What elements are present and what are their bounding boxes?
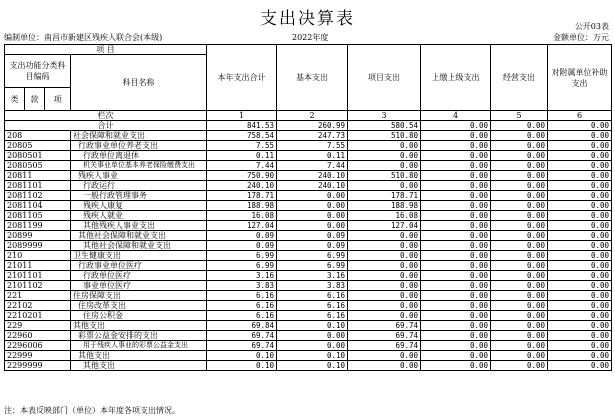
- row-code: 208: [5, 131, 71, 141]
- row-name: 行政单位离退休: [71, 151, 207, 161]
- code-header: 支出功能分类科目编码: [5, 55, 71, 88]
- row-value: 178.71: [348, 191, 421, 201]
- row-name: 用于残疾人事业的彩票公益金支出: [71, 341, 207, 351]
- row-value: 0.00: [491, 241, 548, 251]
- row-value: 0.00: [421, 271, 491, 281]
- row-value: 16.08: [348, 211, 421, 221]
- row-value: 510.80: [348, 171, 421, 181]
- row-value: 0.09: [277, 241, 348, 251]
- row-name: 卫生健康支出: [71, 251, 207, 261]
- row-value: 0.00: [421, 181, 491, 191]
- row-value: 7.55: [277, 141, 348, 151]
- row-value: 6.99: [207, 261, 277, 271]
- row-value: 0.00: [548, 251, 612, 261]
- col-header-2: 基本支出: [277, 45, 348, 111]
- row-value: 0.00: [277, 341, 348, 351]
- row-value: 0.00: [421, 171, 491, 181]
- row-value: 6.16: [207, 291, 277, 301]
- row-value: 0.10: [277, 361, 348, 371]
- row-name: 其他支出: [71, 351, 207, 361]
- row-value: 0.00: [548, 311, 612, 321]
- row-value: 0.00: [421, 281, 491, 291]
- row-value: 0.00: [421, 331, 491, 341]
- row-value: 0.00: [491, 361, 548, 371]
- row-value: 69.74: [348, 331, 421, 341]
- row-code: 21011: [5, 261, 71, 271]
- row-name: 其他支出: [71, 321, 207, 331]
- row-name: 残疾人康复: [71, 201, 207, 211]
- row-value: 0.00: [348, 231, 421, 241]
- row-value: 0.00: [548, 361, 612, 371]
- row-value: 0.00: [548, 161, 612, 171]
- row-value: 0.00: [548, 181, 612, 191]
- row-value: 0.10: [277, 351, 348, 361]
- compiling-unit: 编制单位：南昌市新建区残疾人联合会(本级): [4, 33, 163, 42]
- row-value: 7.55: [207, 141, 277, 151]
- table-row: [5, 161, 612, 171]
- row-value: 0.00: [421, 191, 491, 201]
- row-value: 69.74: [207, 341, 277, 351]
- row-value: 0.00: [491, 351, 548, 361]
- row-value: 0.00: [491, 261, 548, 271]
- col-num-1: 1: [207, 111, 277, 121]
- row-value: 0.00: [491, 151, 548, 161]
- table-row: [5, 131, 612, 141]
- row-value: 0.00: [348, 291, 421, 301]
- row-value: 240.10: [277, 171, 348, 181]
- row-value: 0.00: [421, 341, 491, 351]
- row-value: 240.10: [277, 181, 348, 191]
- row-value: 0.00: [421, 251, 491, 261]
- row-value: 7.44: [207, 161, 277, 171]
- row-code: 2080501: [5, 151, 71, 161]
- expenditure-table: [4, 44, 612, 371]
- row-value: 0.00: [491, 221, 548, 231]
- row-name: 其他社会保障和就业支出: [71, 241, 207, 251]
- row-value: 0.00: [491, 311, 548, 321]
- row-value: 0.00: [421, 211, 491, 221]
- row-name: 其他支出: [71, 361, 207, 371]
- table-row: [5, 311, 612, 321]
- row-name: 住房公积金: [71, 311, 207, 321]
- row-value: 0.00: [491, 331, 548, 341]
- col-num-3: 3: [348, 111, 421, 121]
- total-label: 合计: [5, 121, 207, 131]
- row-code: 2210201: [5, 311, 71, 321]
- row-code: 2296006: [5, 341, 71, 351]
- row-value: 0.00: [491, 161, 548, 171]
- total-cell: 0.00: [421, 121, 491, 131]
- row-value: 0.00: [348, 181, 421, 191]
- row-name: 一般行政管理事务: [71, 191, 207, 201]
- row-value: 0.00: [548, 231, 612, 241]
- kuan-header: 款: [25, 88, 45, 111]
- row-code: 2080505: [5, 161, 71, 171]
- row-value: 0.00: [548, 331, 612, 341]
- row-name: 住房改革支出: [71, 301, 207, 311]
- row-code: 2081101: [5, 181, 71, 191]
- row-code: 2299999: [5, 361, 71, 371]
- row-value: 3.83: [207, 281, 277, 291]
- row-code: 22960: [5, 331, 71, 341]
- row-value: 69.74: [348, 321, 421, 331]
- row-value: 0.00: [491, 191, 548, 201]
- row-value: 0.00: [421, 241, 491, 251]
- row-value: 0.00: [491, 201, 548, 211]
- row-value: 0.00: [491, 181, 548, 191]
- table-row: [5, 281, 612, 291]
- row-value: 188.98: [207, 201, 277, 211]
- row-value: 16.08: [207, 211, 277, 221]
- row-value: 240.10: [207, 181, 277, 191]
- row-value: 0.00: [348, 281, 421, 291]
- row-name: 其他社会保障和就业支出: [71, 231, 207, 241]
- row-value: 6.16: [207, 301, 277, 311]
- total-cell: 260.99: [277, 121, 348, 131]
- row-value: 0.00: [421, 201, 491, 211]
- form-number: 公开03表: [574, 22, 609, 31]
- row-value: 0.00: [548, 261, 612, 271]
- row-value: 0.09: [207, 241, 277, 251]
- row-value: 0.00: [491, 141, 548, 151]
- row-value: 0.00: [421, 131, 491, 141]
- table-row: [5, 271, 612, 281]
- table-row: [5, 331, 612, 341]
- row-value: 7.44: [277, 161, 348, 171]
- row-value: 0.00: [548, 241, 612, 251]
- row-value: 0.00: [548, 301, 612, 311]
- page-title: 支出决算表: [260, 9, 355, 29]
- row-value: 0.10: [277, 321, 348, 331]
- row-value: 0.00: [491, 211, 548, 221]
- row-code: 22999: [5, 351, 71, 361]
- row-value: 0.00: [421, 231, 491, 241]
- table-row: [5, 141, 612, 151]
- row-value: 0.00: [548, 151, 612, 161]
- table-row: [5, 351, 612, 361]
- row-value: 0.00: [548, 271, 612, 281]
- table-row: [5, 211, 612, 221]
- row-value: 0.00: [421, 261, 491, 271]
- table-row: [5, 341, 612, 351]
- row-code: 229: [5, 321, 71, 331]
- row-value: 0.00: [548, 191, 612, 201]
- row-value: 0.11: [207, 151, 277, 161]
- row-value: 0.11: [277, 151, 348, 161]
- row-value: 750.90: [207, 171, 277, 181]
- row-name: 住房保障支出: [71, 291, 207, 301]
- row-value: 758.54: [207, 131, 277, 141]
- row-value: 6.99: [277, 261, 348, 271]
- row-value: 0.09: [277, 231, 348, 241]
- row-value: 0.00: [421, 311, 491, 321]
- col-header-6: 对附属单位补助支出: [548, 45, 612, 111]
- row-value: 0.00: [277, 221, 348, 231]
- row-name: 残疾人就业: [71, 211, 207, 221]
- row-value: 6.16: [277, 291, 348, 301]
- row-value: 0.00: [421, 161, 491, 171]
- row-value: 6.99: [207, 251, 277, 261]
- row-value: 0.00: [348, 161, 421, 171]
- row-value: 0.00: [348, 361, 421, 371]
- col-header-1: 本年支出合计: [207, 45, 277, 111]
- table-row: [5, 171, 612, 181]
- total-cell: 0.00: [491, 121, 548, 131]
- row-value: 0.10: [207, 351, 277, 361]
- row-code: 210: [5, 251, 71, 261]
- row-name: 行政单位医疗: [71, 271, 207, 281]
- row-value: 0.00: [421, 361, 491, 371]
- row-value: 0.00: [548, 321, 612, 331]
- row-value: 247.73: [277, 131, 348, 141]
- xiang-header: 项: [45, 88, 71, 111]
- row-name: 残疾人事业: [71, 171, 207, 181]
- lei-header: 类: [5, 88, 25, 111]
- row-name: 社会保障和就业支出: [71, 131, 207, 141]
- row-value: 0.00: [348, 271, 421, 281]
- row-value: 510.80: [348, 131, 421, 141]
- row-code: 221: [5, 291, 71, 301]
- col-num-4: 4: [421, 111, 491, 121]
- row-value: 0.00: [491, 271, 548, 281]
- row-value: 0.00: [491, 301, 548, 311]
- money-unit: 金额单位：万元: [553, 33, 609, 42]
- row-value: 0.00: [548, 211, 612, 221]
- lanci-label: 栏次: [5, 111, 207, 121]
- row-value: 0.00: [548, 291, 612, 301]
- row-code: 2081104: [5, 201, 71, 211]
- table-row: [5, 221, 612, 231]
- col-header-3: 项目支出: [348, 45, 421, 111]
- row-value: 0.00: [491, 231, 548, 241]
- row-value: 127.04: [207, 221, 277, 231]
- row-value: 0.00: [348, 251, 421, 261]
- table-row: [5, 361, 612, 371]
- row-code: 20805: [5, 141, 71, 151]
- total-cell: 580.54: [348, 121, 421, 131]
- row-value: 0.00: [491, 251, 548, 261]
- row-value: 3.16: [207, 271, 277, 281]
- row-value: 0.00: [548, 171, 612, 181]
- row-value: 0.00: [277, 201, 348, 211]
- row-value: 0.00: [548, 281, 612, 291]
- table-row: [5, 321, 612, 331]
- row-value: 0.00: [421, 151, 491, 161]
- row-value: 0.00: [548, 351, 612, 361]
- row-value: 0.00: [421, 221, 491, 231]
- col-num-2: 2: [277, 111, 348, 121]
- row-code: 2089999: [5, 241, 71, 251]
- col-num-5: 5: [491, 111, 548, 121]
- row-value: 0.00: [491, 281, 548, 291]
- total-row: [5, 121, 612, 131]
- row-value: 69.84: [207, 321, 277, 331]
- row-value: 127.04: [348, 221, 421, 231]
- row-value: 0.00: [348, 311, 421, 321]
- row-code: 2081199: [5, 221, 71, 231]
- row-name: 行政事业单位医疗: [71, 261, 207, 271]
- row-value: 6.99: [277, 251, 348, 261]
- row-value: 178.71: [207, 191, 277, 201]
- row-value: 6.16: [277, 311, 348, 321]
- table-row: [5, 301, 612, 311]
- row-value: 0.00: [348, 241, 421, 251]
- row-code: 2081102: [5, 191, 71, 201]
- row-value: 0.00: [491, 321, 548, 331]
- row-name: 事业单位医疗: [71, 281, 207, 291]
- table-row: [5, 241, 612, 251]
- row-name: 机关事业单位基本养老保险缴费支出: [71, 161, 207, 171]
- row-code: 2101101: [5, 271, 71, 281]
- table-row: [5, 201, 612, 211]
- row-value: 188.98: [348, 201, 421, 211]
- row-value: 0.00: [491, 341, 548, 351]
- row-code: 22102: [5, 301, 71, 311]
- row-code: 20899: [5, 231, 71, 241]
- row-value: 0.00: [277, 211, 348, 221]
- table-row: [5, 151, 612, 161]
- row-value: 0.00: [348, 151, 421, 161]
- row-value: 0.00: [548, 341, 612, 351]
- table-row: [5, 291, 612, 301]
- row-value: 0.00: [421, 301, 491, 311]
- total-cell: 0.00: [548, 121, 612, 131]
- footnote: 注：本表反映部门（单位）本年度各项支出情况。: [4, 406, 180, 415]
- row-value: 0.00: [348, 141, 421, 151]
- row-code: 2081105: [5, 211, 71, 221]
- row-value: 0.00: [348, 351, 421, 361]
- row-value: 0.00: [548, 141, 612, 151]
- row-value: 0.00: [491, 171, 548, 181]
- row-code: 2101102: [5, 281, 71, 291]
- project-header: 项 目: [5, 45, 207, 55]
- row-value: 0.00: [548, 131, 612, 141]
- row-name: 彩票公益金安排的支出: [71, 331, 207, 341]
- row-value: 0.00: [491, 131, 548, 141]
- row-value: 0.10: [207, 361, 277, 371]
- row-value: 0.00: [421, 351, 491, 361]
- row-value: 0.00: [491, 291, 548, 301]
- row-value: 0.09: [207, 231, 277, 241]
- row-value: 0.00: [277, 191, 348, 201]
- row-value: 69.74: [348, 341, 421, 351]
- row-name: 其他残疾人事业支出: [71, 221, 207, 231]
- row-value: 0.00: [421, 141, 491, 151]
- table-row: [5, 261, 612, 271]
- name-header: 科目名称: [71, 55, 207, 111]
- row-value: 0.00: [421, 321, 491, 331]
- col-header-5: 经营支出: [491, 45, 548, 111]
- table-row: [5, 181, 612, 191]
- row-value: 3.83: [277, 281, 348, 291]
- total-cell: 841.53: [207, 121, 277, 131]
- row-code: 20811: [5, 171, 71, 181]
- table-row: [5, 251, 612, 261]
- row-name: 行政事业单位养老支出: [71, 141, 207, 151]
- row-value: 0.00: [548, 221, 612, 231]
- fiscal-year: 2022年度: [292, 33, 329, 42]
- row-value: 0.00: [548, 201, 612, 211]
- row-value: 0.00: [277, 331, 348, 341]
- table-row: [5, 191, 612, 201]
- row-value: 0.00: [421, 291, 491, 301]
- row-value: 0.00: [348, 261, 421, 271]
- row-value: 0.00: [348, 301, 421, 311]
- row-name: 行政运行: [71, 181, 207, 191]
- col-num-6: 6: [548, 111, 612, 121]
- row-value: 6.16: [277, 301, 348, 311]
- row-value: 69.74: [207, 331, 277, 341]
- row-value: 6.16: [207, 311, 277, 321]
- table-row: [5, 231, 612, 241]
- col-header-4: 上缴上级支出: [421, 45, 491, 111]
- row-value: 3.16: [277, 271, 348, 281]
